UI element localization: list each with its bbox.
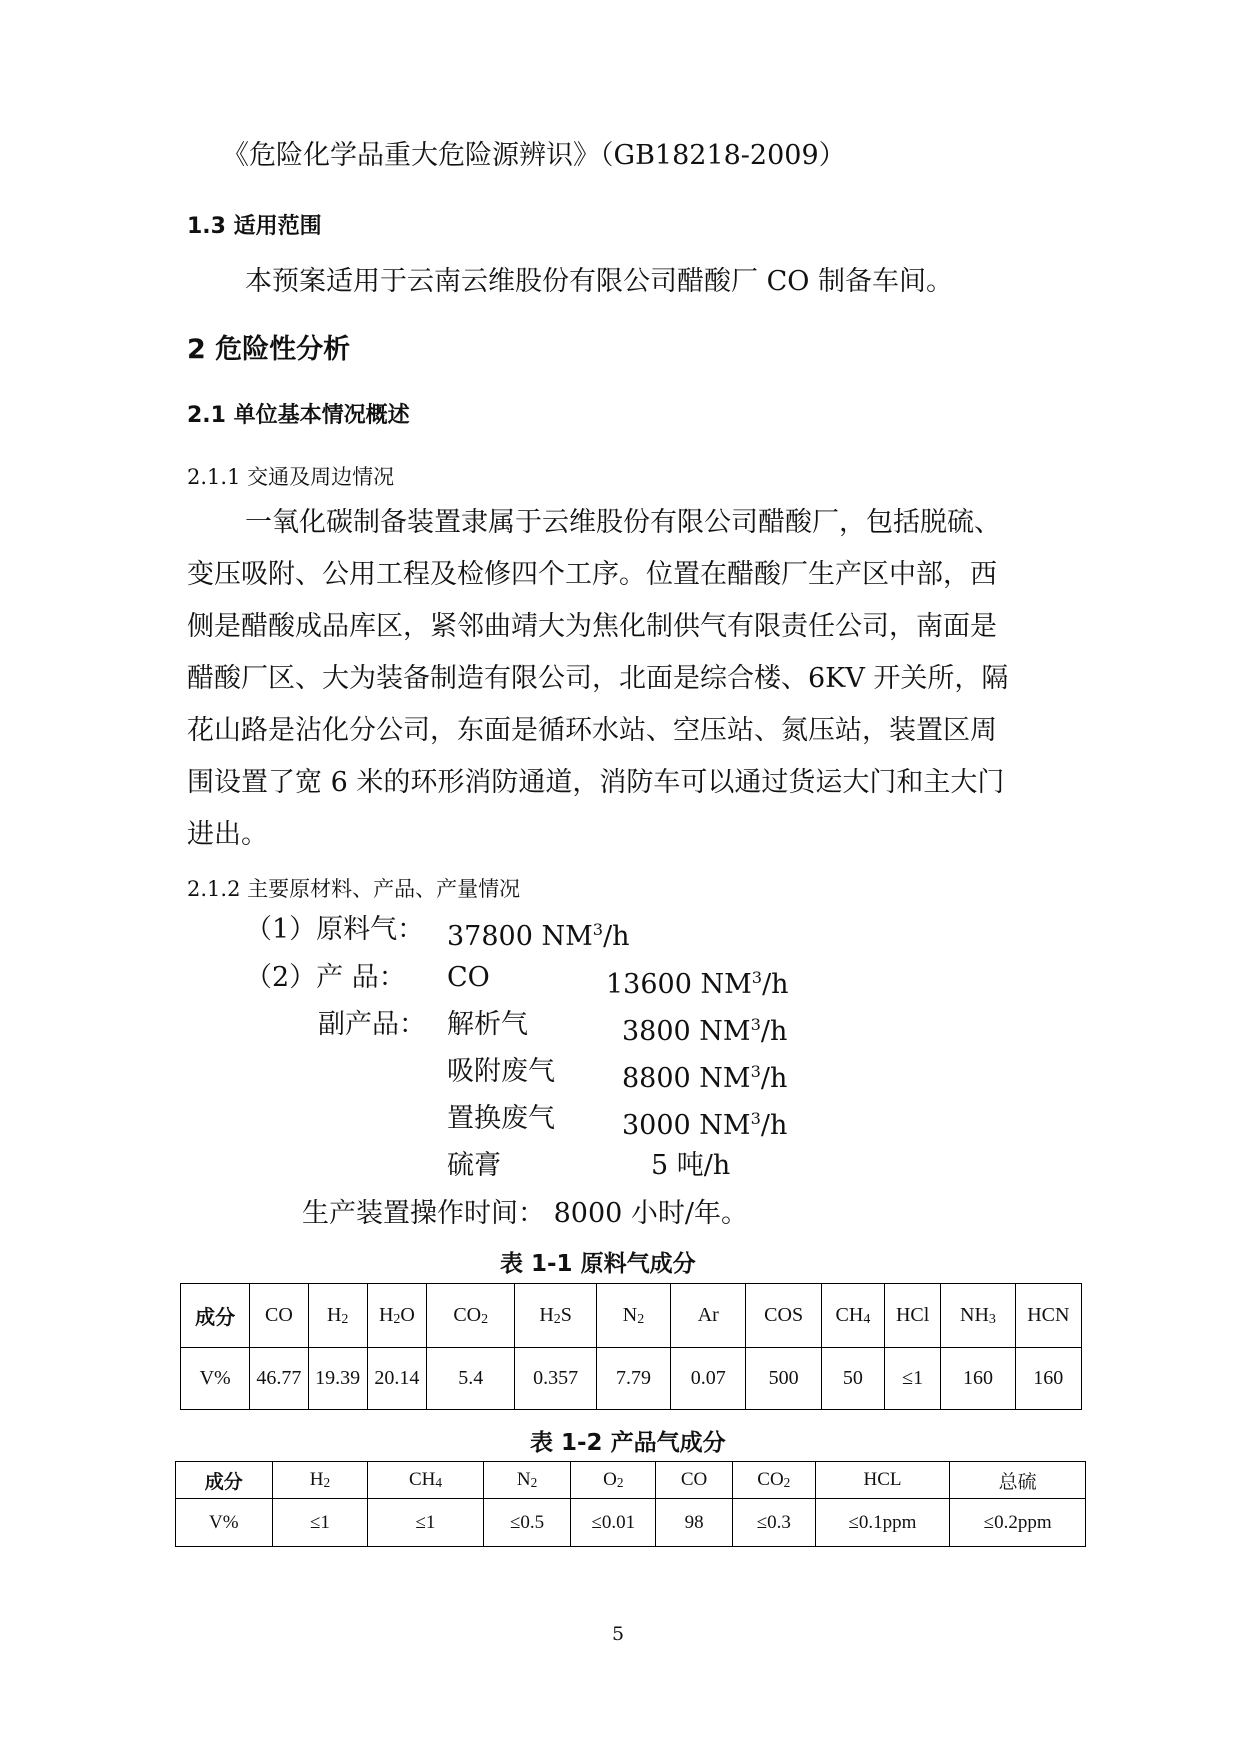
component-cell: $H_2$ [272,1462,368,1499]
row-label-cell: V% [176,1499,273,1547]
feed-gas-composition-table [180,1283,1082,1410]
byproduct-value: 3800 $NM^3/h$ [622,1015,788,1047]
page-number: 5 [612,1623,625,1645]
value-cell: 98 [656,1499,733,1547]
scope-text: 本预案适用于云南云维股份有限公司醋酸厂 CO 制备车间。 [245,266,953,297]
component-cell: $CH_4$ [368,1462,484,1499]
paragraph-line: 醋酸厂区、大为装备制造有限公司，北面是综合楼、6KV 开关所，隔 [187,663,1009,694]
feed-label: （1）原料气： [245,914,425,945]
paragraph-line: 花山路是沾化分公司，东面是循环水站、空压站、氮压站，装置区周 [187,715,997,746]
paragraph-line: 围设置了宽 6 米的环形消防通道，消防车可以通过货运大门和主大门 [187,767,1005,798]
paragraph-line: 变压吸附、公用工程及检修四个工序。位置在醋酸厂生产区中部，西 [187,559,997,590]
paragraph-line: 侧是醋酸成品库区，紧邻曲靖大为焦化制供气有限责任公司，南面是 [187,611,997,642]
value-cell: 46.77 [250,1348,308,1410]
table-1-caption: 表 1-1 原料气成分 [500,1251,696,1277]
value-cell: 0.357 [515,1348,596,1410]
value-cell: 50 [821,1348,884,1410]
product-name: CO [447,962,490,993]
component-cell: CO [250,1284,308,1348]
component-cell: $H_2$ [308,1284,367,1348]
component-cell: Ar [671,1284,746,1348]
component-cell: HCN [1015,1284,1081,1348]
component-cell: $N_2$ [596,1284,670,1348]
section-heading-2-1-2: 2.1.2 主要原材料、产品、产量情况 [187,877,521,901]
component-cell: COS [746,1284,821,1348]
value-cell: 500 [746,1348,821,1410]
header-label-cell: 成分 [181,1284,250,1348]
value-cell: 20.14 [367,1348,426,1410]
product-value: 13600 $NM^3/h$ [606,968,789,1000]
byproduct-value: 3000 $NM^3/h$ [622,1109,788,1141]
value-cell: ≤0.3 [732,1499,815,1547]
value-cell: 7.79 [596,1348,670,1410]
value-cell: 0.07 [671,1348,746,1410]
section-heading-1-3: 1.3 适用范围 [187,214,322,239]
value-cell: ≤1 [885,1348,941,1410]
table-header-row [181,1284,1082,1348]
value-cell: 160 [1015,1348,1081,1410]
value-cell: ≤0.2ppm [950,1499,1086,1547]
value-cell: 19.39 [308,1348,367,1410]
value-cell: ≤0.01 [571,1499,656,1547]
product-label: （2）产 品： [245,962,406,993]
value-cell: ≤0.1ppm [815,1499,950,1547]
product-gas-composition-table [175,1461,1086,1547]
component-cell: $O_2$ [571,1462,656,1499]
byproduct-name: 硫膏 [447,1150,501,1181]
component-cell: $CH_4$ [821,1284,884,1348]
section-heading-2: 2 危险性分析 [187,334,351,365]
table-row [181,1348,1082,1410]
component-cell: $H_2O$ [367,1284,426,1348]
byproduct-name: 置换废气 [447,1103,555,1134]
header-label-cell: 成分 [176,1462,273,1499]
byproduct-label: 副产品： [318,1009,426,1040]
value-cell: ≤1 [368,1499,484,1547]
feed-value: 37800 $NM^3/h$ [447,920,630,952]
operation-time: 生产装置操作时间： 8000 小时/年。 [302,1198,748,1229]
table-row [176,1499,1086,1547]
value-cell: 5.4 [427,1348,515,1410]
component-cell: HCL [815,1462,950,1499]
reference-line: 《危险化学品重大危险源辨识》（GB18218-2009） [222,140,846,171]
paragraph-line: 进出。 [187,819,268,850]
value-cell: 160 [941,1348,1015,1410]
component-cell: $NH_3$ [941,1284,1015,1348]
value-cell: ≤1 [272,1499,368,1547]
component-cell: $H_2S$ [515,1284,596,1348]
byproduct-value: 8800 $NM^3/h$ [622,1062,788,1094]
row-label-cell: V% [181,1348,250,1410]
component-cell: $CO_2$ [732,1462,815,1499]
section-heading-2-1: 2.1 单位基本情况概述 [187,403,410,428]
paragraph-line: 一氧化碳制备装置隶属于云维股份有限公司醋酸厂，包括脱硫、 [245,507,1001,538]
section-heading-2-1-1: 2.1.1 交通及周边情况 [187,465,395,489]
component-cell: $CO_2$ [427,1284,515,1348]
component-cell: 总硫 [950,1462,1086,1499]
byproduct-name: 吸附废气 [447,1056,555,1087]
byproduct-value: 5 吨/h [651,1150,731,1181]
table-2-caption: 表 1-2 产品气成分 [530,1430,726,1456]
component-cell: $N_2$ [483,1462,571,1499]
component-cell: CO [656,1462,733,1499]
value-cell: ≤0.5 [483,1499,571,1547]
table-header-row [176,1462,1086,1499]
component-cell: HCl [885,1284,941,1348]
byproduct-name: 解析气 [447,1009,528,1040]
